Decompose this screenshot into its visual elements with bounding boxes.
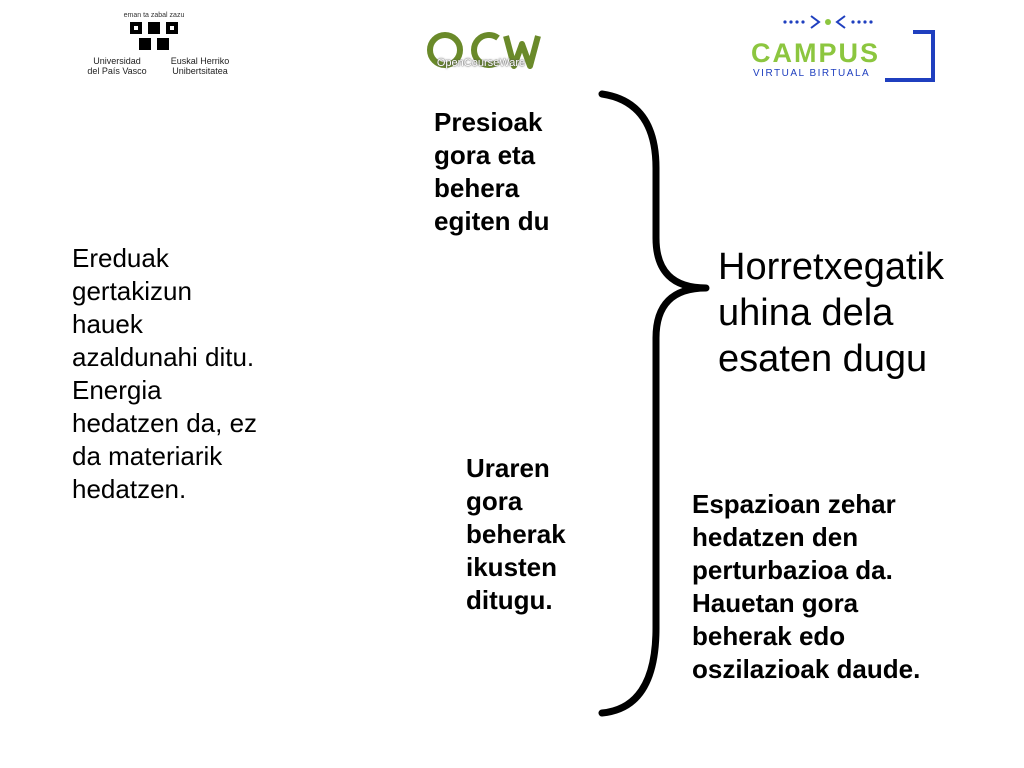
text-line: ikusten [466,552,558,582]
upv-name-es-line: del País Vasco [87,66,147,76]
upv-name-es [78,56,156,76]
text-line: Uraren [466,453,550,483]
text-line: Energia [72,375,162,405]
curly-brace-icon [596,88,716,718]
text-line: beherak [466,519,566,549]
text-line: esaten dugu [718,338,928,380]
text-line: azaldunahi ditu. [72,342,255,372]
ocw-subtitle: OpenCourseWare [436,57,526,69]
upv-name-eu-line: Euskal Herriko [170,56,230,66]
upv-name-eu-line: Unibertsitatea [172,66,228,76]
campus-line1: CAMPUS [751,38,881,68]
text-line: gertakizun [72,276,192,306]
horretxegatik-text [718,244,1018,382]
upv-motto: eman ta zabal zazu [123,12,185,19]
ocw-logo-icon [420,28,550,78]
campus-logo-icon [745,14,945,86]
uraren-text [466,452,616,617]
text-line: Espazioan zehar [692,489,896,519]
text-line: behera [434,173,520,203]
text-line: beherak edo [692,621,846,651]
ereduak-text [72,242,342,506]
text-line: Horretxegatik [718,246,944,288]
text-line: hedatzen da, ez [72,408,258,438]
text-line: hedatzen. [72,474,187,504]
text-line: Hauetan gora [692,588,859,618]
espazioan-text [692,488,1017,686]
text-line: Presioak [434,107,543,137]
text-line: perturbazioa da. [692,555,893,585]
text-line: Ereduak [72,243,169,273]
upv-name-eu [160,56,240,76]
text-line: gora eta [434,140,536,170]
upv-emblem-icon [128,20,180,54]
text-line: oszilazioak daude. [692,654,921,684]
text-line: ditugu. [466,585,553,615]
upv-name-es-line: Universidad [93,56,141,66]
text-line: egiten du [434,206,550,236]
text-line: da materiarik [72,441,223,471]
text-line: gora [466,486,523,516]
text-line: uhina dela [718,292,894,334]
presioak-text [434,106,604,238]
campus-line2: VIRTUAL BIRTUALA [753,68,871,79]
text-line: hauek [72,309,143,339]
text-line: hedatzen den [692,522,859,552]
